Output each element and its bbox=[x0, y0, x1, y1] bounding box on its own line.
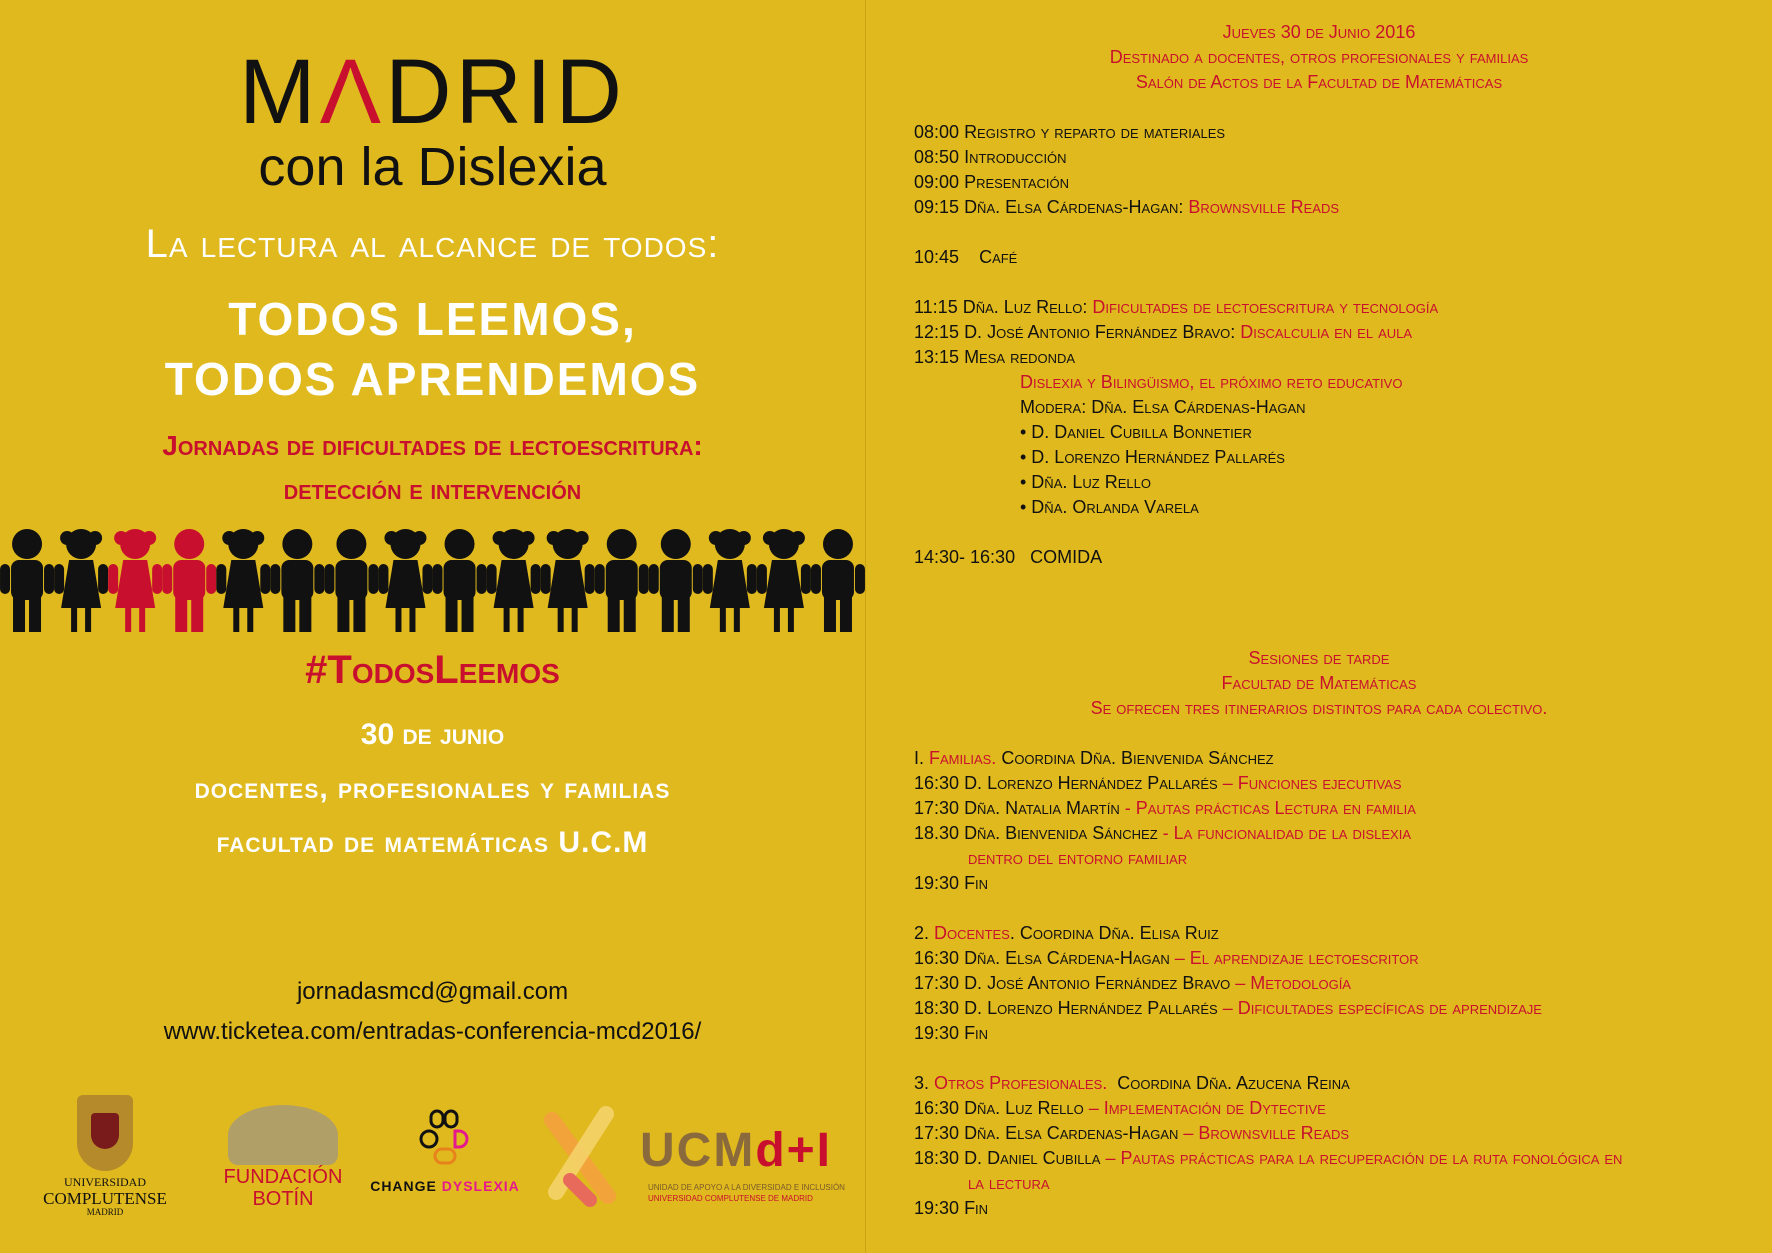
schedule-topic: – El aprendizaje lectoescritor bbox=[1169, 948, 1419, 968]
track-coordinator: . Coordina Dña. Elisa Ruiz bbox=[1009, 923, 1219, 943]
schedule-time: 19:30 bbox=[914, 873, 960, 893]
ucm-di-subtitle-1: UNIDAD DE APOYO A LA DIVERSIDAD E INCLUSIÓN bbox=[648, 1183, 845, 1192]
schedule-time: 14:30- 16:30 bbox=[914, 547, 1016, 567]
left-panel bbox=[0, 0, 865, 1253]
girl-silhouette-icon bbox=[378, 529, 432, 632]
mesa-redonda-moderator: Modera: Dña. Elsa Cárdenas-Hagan bbox=[1020, 397, 1306, 417]
track-otros-heading bbox=[914, 1073, 1350, 1094]
ucm-crest-icon bbox=[77, 1095, 133, 1171]
schedule-row bbox=[914, 347, 1075, 368]
logo-letters-rest: DRID bbox=[385, 41, 626, 143]
schedule-topic-continuation: dentro del entorno familiar bbox=[968, 848, 1188, 868]
schedule-item: Café bbox=[964, 247, 1018, 267]
schedule-item: D. Daniel Cubilla bbox=[964, 1148, 1101, 1168]
botin-logo-line1: FUNDACIÓN bbox=[223, 1166, 343, 1188]
schedule-topic: - La funcionalidad de la dislexia bbox=[1157, 823, 1412, 843]
schedule-row bbox=[914, 773, 1402, 794]
schedule-topic: – Metodología bbox=[1230, 973, 1351, 993]
schedule-topic: – Brownsville Reads bbox=[1178, 1123, 1350, 1143]
change-dyslexia-text bbox=[360, 1178, 530, 1194]
girl-silhouette-icon bbox=[216, 529, 270, 632]
schedule-row bbox=[914, 197, 1339, 218]
schedule-item: Dña. Elsa Cárdena-Hagan bbox=[964, 948, 1170, 968]
program-date: Jueves 30 de Junio 2016 bbox=[1222, 22, 1416, 42]
boy-silhouette-icon bbox=[433, 529, 487, 632]
schedule-topic: – Funciones ejecutivas bbox=[1217, 773, 1402, 793]
logo-subtitle: con la Dislexia bbox=[258, 137, 607, 197]
botin-logo-line2: BOTÍN bbox=[252, 1188, 314, 1210]
ucm-logo-line2: COMPLUTENSE bbox=[43, 1189, 167, 1208]
audience-line: docentes, profesionales y familias bbox=[194, 772, 671, 805]
track-docentes-heading bbox=[914, 923, 1219, 944]
schedule-item: D. José Antonio Fernández Bravo bbox=[964, 973, 1231, 993]
logo-letter-m: M bbox=[239, 41, 320, 143]
track-label: Familias. bbox=[929, 748, 997, 768]
schedule-topic: Dificultades de lectoescritura y tecnología bbox=[1092, 297, 1439, 317]
ucm-logo-line1: UNIVERSIDAD bbox=[64, 1175, 146, 1189]
girl-silhouette-icon bbox=[757, 529, 811, 632]
change-word: CHANGE bbox=[370, 1178, 442, 1194]
schedule-time: 19:30 bbox=[914, 1198, 960, 1218]
schedule-topic: – Dificultades específicas de aprendizaje bbox=[1217, 998, 1542, 1018]
ucm-logo bbox=[40, 1095, 170, 1217]
track-number: I. bbox=[914, 748, 930, 768]
schedule-item: Registro y reparto de materiales bbox=[964, 122, 1226, 142]
schedule-row bbox=[914, 172, 1069, 193]
comida-row bbox=[914, 547, 1102, 568]
schedule-item: Dña. Luz Rello bbox=[964, 1098, 1084, 1118]
mesa-redonda-title: Dislexia y Bilingüismo, el próximo reto educativo bbox=[1020, 372, 1403, 392]
ucm-di-wordmark bbox=[640, 1123, 832, 1178]
schedule-item: D. Lorenzo Hernández Pallarés bbox=[964, 998, 1218, 1018]
schedule-time: 17:30 bbox=[914, 973, 960, 993]
schedule-row bbox=[914, 948, 1419, 969]
schedule-time: 16:30 bbox=[914, 773, 960, 793]
schedule-time: 16:30 bbox=[914, 1098, 960, 1118]
schedule-row bbox=[914, 1123, 1349, 1144]
schedule-time: 19:30 bbox=[914, 1023, 960, 1043]
schedule-row bbox=[914, 873, 988, 894]
schedule-time: 08:50 bbox=[914, 147, 960, 167]
schedule-row bbox=[914, 122, 1225, 143]
schedule-time: 08:00 bbox=[914, 122, 960, 142]
todos-leemos-line: TODOS LEEMOS, bbox=[228, 293, 637, 345]
tree-icon bbox=[228, 1105, 338, 1165]
schedule-row bbox=[914, 973, 1351, 994]
schedule-row bbox=[914, 322, 1412, 343]
schedule-item: Dña. Elsa Cardenas-Hagan bbox=[964, 1123, 1179, 1143]
schedule-time: 17:30 bbox=[914, 1123, 960, 1143]
jornadas-line-2: detección e intervención bbox=[283, 474, 582, 505]
schedule-row bbox=[914, 1023, 988, 1044]
track-label: Otros Profesionales. bbox=[934, 1073, 1108, 1093]
boy-silhouette-icon bbox=[649, 529, 703, 632]
ucm-di-subtitle-2: UNIVERSIDAD COMPLUTENSE DE MADRID bbox=[648, 1194, 813, 1203]
track-number: 3. bbox=[914, 1073, 935, 1093]
track-coordinator: Coordina Dña. Azucena Reina bbox=[1107, 1073, 1350, 1093]
schedule-row bbox=[914, 297, 1438, 318]
schedule-topic-continuation: la lectura bbox=[968, 1173, 1050, 1193]
schedule-time: 13:15 bbox=[914, 347, 960, 367]
boy-silhouette-icon bbox=[162, 529, 216, 632]
girl-silhouette-icon bbox=[108, 529, 162, 632]
right-panel-program bbox=[866, 0, 1772, 1253]
track-familias-heading bbox=[914, 748, 1274, 769]
schedule-row bbox=[914, 798, 1416, 819]
mesa-member: • Dña. Luz Rello bbox=[1020, 472, 1151, 492]
schedule-item: D. Lorenzo Hernández Pallarés bbox=[964, 773, 1218, 793]
boy-silhouette-icon bbox=[595, 529, 649, 632]
schedule-time: 12:15 bbox=[914, 322, 960, 342]
schedule-item: Presentación bbox=[964, 172, 1070, 192]
schedule-item: Dña. Bienvenida Sánchez bbox=[964, 823, 1158, 843]
track-number: 2. bbox=[914, 923, 935, 943]
schedule-item: Introducción bbox=[964, 147, 1067, 167]
fundacion-botin-logo bbox=[218, 1095, 348, 1209]
contact-email-link[interactable]: jornadasmcd@gmail.com bbox=[296, 978, 569, 1005]
schedule-item: D. José Antonio Fernández Bravo: bbox=[964, 322, 1241, 342]
tarde-venue: Facultad de Matemáticas bbox=[1221, 673, 1417, 693]
schedule-row bbox=[914, 1148, 1622, 1169]
girl-silhouette-icon bbox=[541, 529, 595, 632]
schedule-topic: – Pautas prácticas para la recuperación de la ruta fonológica en bbox=[1100, 1148, 1623, 1168]
schedule-row bbox=[914, 823, 1411, 844]
schedule-row bbox=[914, 247, 1017, 268]
children-silhouettes bbox=[0, 528, 865, 638]
todos-aprendemos-line: TODOS APRENDEMOS bbox=[164, 353, 701, 405]
change-dyslexia-mark-icon bbox=[415, 1107, 475, 1167]
schedule-item: Fin bbox=[964, 1023, 989, 1043]
schedule-row bbox=[914, 1198, 988, 1219]
schedule-topic: Discalculia en el aula bbox=[1240, 322, 1413, 342]
schedule-time: 09:00 bbox=[914, 172, 960, 192]
sponsor-logos bbox=[0, 1095, 865, 1225]
ticket-url-link[interactable]: www.ticketea.com/entradas-conferencia-mcd2016/ bbox=[163, 1018, 702, 1045]
track-label: Docentes bbox=[934, 923, 1010, 943]
boy-silhouette-icon bbox=[270, 529, 324, 632]
schedule-item: Mesa redonda bbox=[964, 347, 1076, 367]
program-audience: Destinado a docentes, otros profesionales y familias bbox=[1109, 47, 1529, 67]
logo-letter-a-red: Λ bbox=[319, 41, 386, 143]
schedule-row bbox=[914, 998, 1542, 1019]
mesa-member: • D. Lorenzo Hernández Pallarés bbox=[1020, 447, 1285, 467]
schedule-item: Dña. Luz Rello: bbox=[962, 297, 1093, 317]
schedule-topic: – Implementación de Dytective bbox=[1083, 1098, 1326, 1118]
change-dyslexia-logo bbox=[360, 1095, 530, 1194]
ucm-di-x-icon bbox=[540, 1100, 620, 1210]
girl-silhouette-icon bbox=[54, 529, 108, 632]
girl-silhouette-icon bbox=[703, 529, 757, 632]
schedule-time: 16:30 bbox=[914, 948, 960, 968]
jornadas-line-1: Jornadas de dificultades de lectoescritura: bbox=[162, 430, 703, 461]
event-date: 30 de junio bbox=[360, 718, 505, 751]
schedule-time: 17:30 bbox=[914, 798, 960, 818]
boy-silhouette-icon bbox=[324, 529, 378, 632]
ucm-di-di: d+I bbox=[755, 1124, 832, 1177]
ucm-logo-line3: MADRID bbox=[86, 1207, 124, 1217]
schedule-time: 18.30 bbox=[914, 823, 960, 843]
schedule-item: Dña. Natalia Martín bbox=[964, 798, 1120, 818]
schedule-item: Fin bbox=[964, 873, 989, 893]
track-coordinator: Coordina Dña. Bienvenida Sánchez bbox=[996, 748, 1274, 768]
schedule-time: 18:30 bbox=[914, 1148, 960, 1168]
schedule-item: Dña. Elsa Cárdenas-Hagan: bbox=[964, 197, 1189, 217]
hashtag: #TodosLeemos bbox=[305, 648, 560, 692]
mesa-member: • Dña. Orlanda Varela bbox=[1020, 497, 1199, 517]
schedule-topic: Brownsville Reads bbox=[1188, 197, 1340, 217]
program-venue: Salón de Actos de la Facultad de Matemáticas bbox=[1135, 72, 1503, 92]
venue-line: facultad de matemáticas U.C.M bbox=[216, 826, 649, 859]
schedule-item: Fin bbox=[964, 1198, 989, 1218]
schedule-time: 11:15 bbox=[914, 297, 958, 317]
schedule-time: 09:15 bbox=[914, 197, 960, 217]
schedule-topic: - Pautas prácticas Lectura en familia bbox=[1119, 798, 1416, 818]
boy-silhouette-icon bbox=[811, 529, 865, 632]
ucm-di-ucm: UCM bbox=[640, 1124, 756, 1177]
dyslexia-word: DYSLEXIA bbox=[441, 1178, 520, 1194]
tarde-note: Se ofrecen tres itinerarios distintos para cada colectivo. bbox=[1090, 698, 1548, 718]
girl-silhouette-icon bbox=[487, 529, 541, 632]
boy-silhouette-icon bbox=[0, 529, 54, 632]
madrid-logo-title bbox=[0, 41, 865, 143]
schedule-row bbox=[914, 147, 1067, 168]
schedule-row bbox=[914, 1098, 1326, 1119]
mesa-member: • D. Daniel Cubilla Bonnetier bbox=[1020, 422, 1252, 442]
schedule-item: COMIDA bbox=[1030, 547, 1103, 567]
schedule-time: 18:30 bbox=[914, 998, 960, 1018]
tarde-heading: Sesiones de tarde bbox=[1248, 648, 1390, 668]
lectura-heading: La lectura al alcance de todos: bbox=[145, 222, 720, 266]
schedule-time: 10:45 bbox=[914, 247, 960, 267]
